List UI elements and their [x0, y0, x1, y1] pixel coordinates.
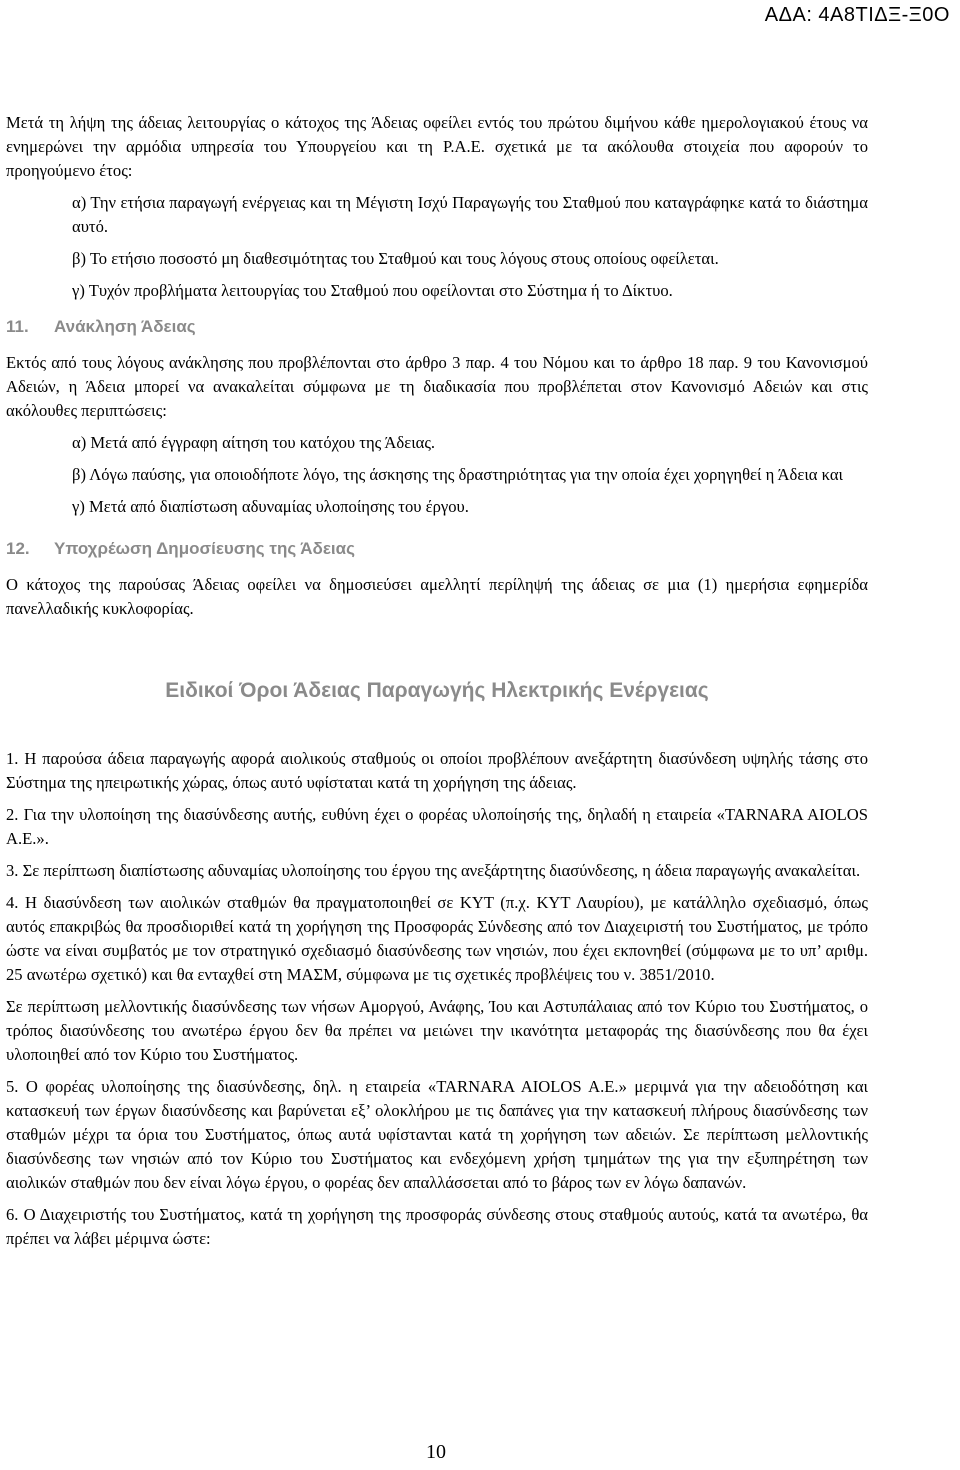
special-term-2: 2. Για την υλοποίηση της διασύνδεσης αυτής, ευθύνη έχει ο φορέας υλοποίησής της, δηλαδή η εταιρεία «TARNARA AIOLOS A.E.». — [6, 805, 868, 848]
special-term-6: 6. Ο Διαχειριστής του Συστήματος, κατά τη χορήγηση της προσφοράς σύνδεσης στους σταθμούς αυτούς, κατά τα ανωτέρω, θα πρέπει να λάβει μέριμνα ώστε: — [6, 1205, 868, 1248]
section-11-item-a: α) Μετά από έγγραφη αίτηση του κατόχου της Άδειας. — [72, 433, 436, 452]
section-11-item-b: β) Λόγω παύσης, για οποιοδήποτε λόγο, της άσκησης της δραστηριότητας για την οποία έχει χορηγηθεί η Άδεια και — [72, 465, 844, 484]
intro-item-b: β) Το ετήσιο ποσοστό μη διαθεσιμότητας του Σταθμού και τους λόγους στους οποίους οφείλεται. — [72, 249, 719, 268]
section-12-number: 12. — [6, 539, 30, 558]
special-term-4b: Σε περίπτωση μελλοντικής διασύνδεσης των νήσων Αμοργού, Ανάφης, Ίου και Αστυπάλαιας από τον Κύριο του Συστήματος, ο τρόπος διασύνδεσης του ανωτέρω έργου δεν θα πρέπει να μειώνει την ικανότητα μεταφοράς της διασύνδεσης που θα έχει υλοποιηθεί από τον Κύριο του Συστήματος. — [6, 997, 868, 1064]
section-11-item-c: γ) Μετά από διαπίστωση αδυναμίας υλοποίησης του έργου. — [72, 497, 469, 516]
section-11-text: Εκτός από τους λόγους ανάκλησης που προβλέπονται στο άρθρο 3 παρ. 4 του Νόμου και το άρθρο 18 παρ. 9 του Κανονισμού Αδειών, η Άδεια μπορεί να ανακαλείται σύμφωνα με τη διαδικασία που προβλέπεται στον Κανονισμό Αδειών και στις ακόλουθες περιπτώσεις: — [6, 353, 868, 420]
special-term-1: 1. Η παρούσα άδεια παραγωγής αφορά αιολικούς σταθμούς οι οποίοι προβλέπουν ανεξάρτητη διασύνδεση υψηλής τάσης στο Σύστημα της ηπειρωτικής χώρας, όπως αυτό υφίσταται κατά τη χορήγηση της άδειας. — [6, 749, 868, 792]
intro-paragraph: Μετά τη λήψη της άδειας λειτουργίας ο κάτοχος της Άδειας οφείλει εντός του πρώτου διμήνου κάθε ημερολογιακού έτους να ενημερώνει την αρμόδια υπηρεσία του Υπουργείου και τη Ρ.Α.Ε. σχετικά με τα ακόλουθα στοιχεία που αφορούν το προηγούμενο έτος: — [6, 113, 868, 180]
special-term-3: 3. Σε περίπτωση διαπίστωσης αδυναμίας υλοποίησης του έργου της ανεξάρτητης διασύνδεσης, η άδεια παραγωγής ανακαλείται. — [6, 861, 861, 880]
section-12-text: Ο κάτοχος της παρούσας Άδειας οφείλει να δημοσιεύσει αμελλητί περίληψή της άδειας σε μια (1) ημερήσια εφημερίδα πανελλαδικής κυκλοφορίας. — [6, 575, 868, 618]
section-12-heading — [6, 537, 868, 561]
intro-item-c: γ) Τυχόν προβλήματα λειτουργίας του Σταθμού που οφείλονται στο Σύστημα ή το Δίκτυο. — [72, 281, 673, 300]
section-11-title: Ανάκληση Άδειας — [54, 317, 196, 336]
special-term-4: 4. Η διασύνδεση των αιολικών σταθμών θα πραγματοποιηθεί σε ΚΥΤ (π.χ. ΚΥΤ Λαυρίου), με κατάλληλο σχεδιασμό, όπως αυτός επακριβώς θα προσδιοριθεί κατά τη χορήγηση της Προσφοράς Σύνδεσης από τον Διαχειριστή του Συστήματος, με τρόπο ώστε να είναι συμβατός με τον στρατηγικό σχεδιασμό διασύνδεσης των νησιών, που έχει εκπονηθεί (σύμφωνα με το υπ’ αριθμ. 25 ανωτέρω σχετικό) και θα ενταχθεί στη ΜΑΣΜ, σύμφωνα με τις σχετικές προβλέψεις του ν. 3851/2010. — [6, 893, 868, 984]
section-12-title: Υποχρέωση Δημοσίευσης της Άδειας — [54, 539, 355, 558]
special-term-5: 5. Ο φορέας υλοποίησης της διασύνδεσης, δηλ. η εταιρεία «TARNARA AIOLOS A.E.» μεριμνά για την αδειοδότηση και κατασκευή των έργων διασύνδεσης και βαρύνεται εξ’ ολοκλήρου με τις δαπάνες για την κατασκευή πλήρους διασύνδεσης των σταθμών μέχρι τα όρια του Συστήματος, όπως αυτά υφίστανται κατά τη χορήγηση των αδειών. Σε περίπτωση μελλοντικής διασύνδεσης των νησιών από τον Κύριο του Συστήματος και ενδεχόμενη χρήση τμημάτων της για την εξυπηρέτηση των αιολικών σταθμών που δεν είναι λόγω έργου, ο φορέας δεν απαλλάσσεται από το βάρος των εν λόγω δαπανών. — [6, 1077, 868, 1192]
page-number: 10 — [426, 1441, 446, 1463]
document-body — [6, 111, 868, 1251]
intro-item-a: α) Την ετήσια παραγωγή ενέργειας και τη Μέγιστη Ισχύ Παραγωγής του Σταθμού που καταγράφηκε κατά το διάστημα αυτό. — [72, 193, 868, 236]
section-11-heading — [6, 315, 868, 339]
special-terms-title: Ειδικοί Όροι Άδειας Παραγωγής Ηλεκτρικής Ενέργειας — [165, 679, 709, 702]
section-11-number: 11. — [6, 317, 29, 336]
ada-code: ΑΔΑ: 4Α8ΤΙΔΞ-Ξ0Ο — [764, 4, 950, 26]
